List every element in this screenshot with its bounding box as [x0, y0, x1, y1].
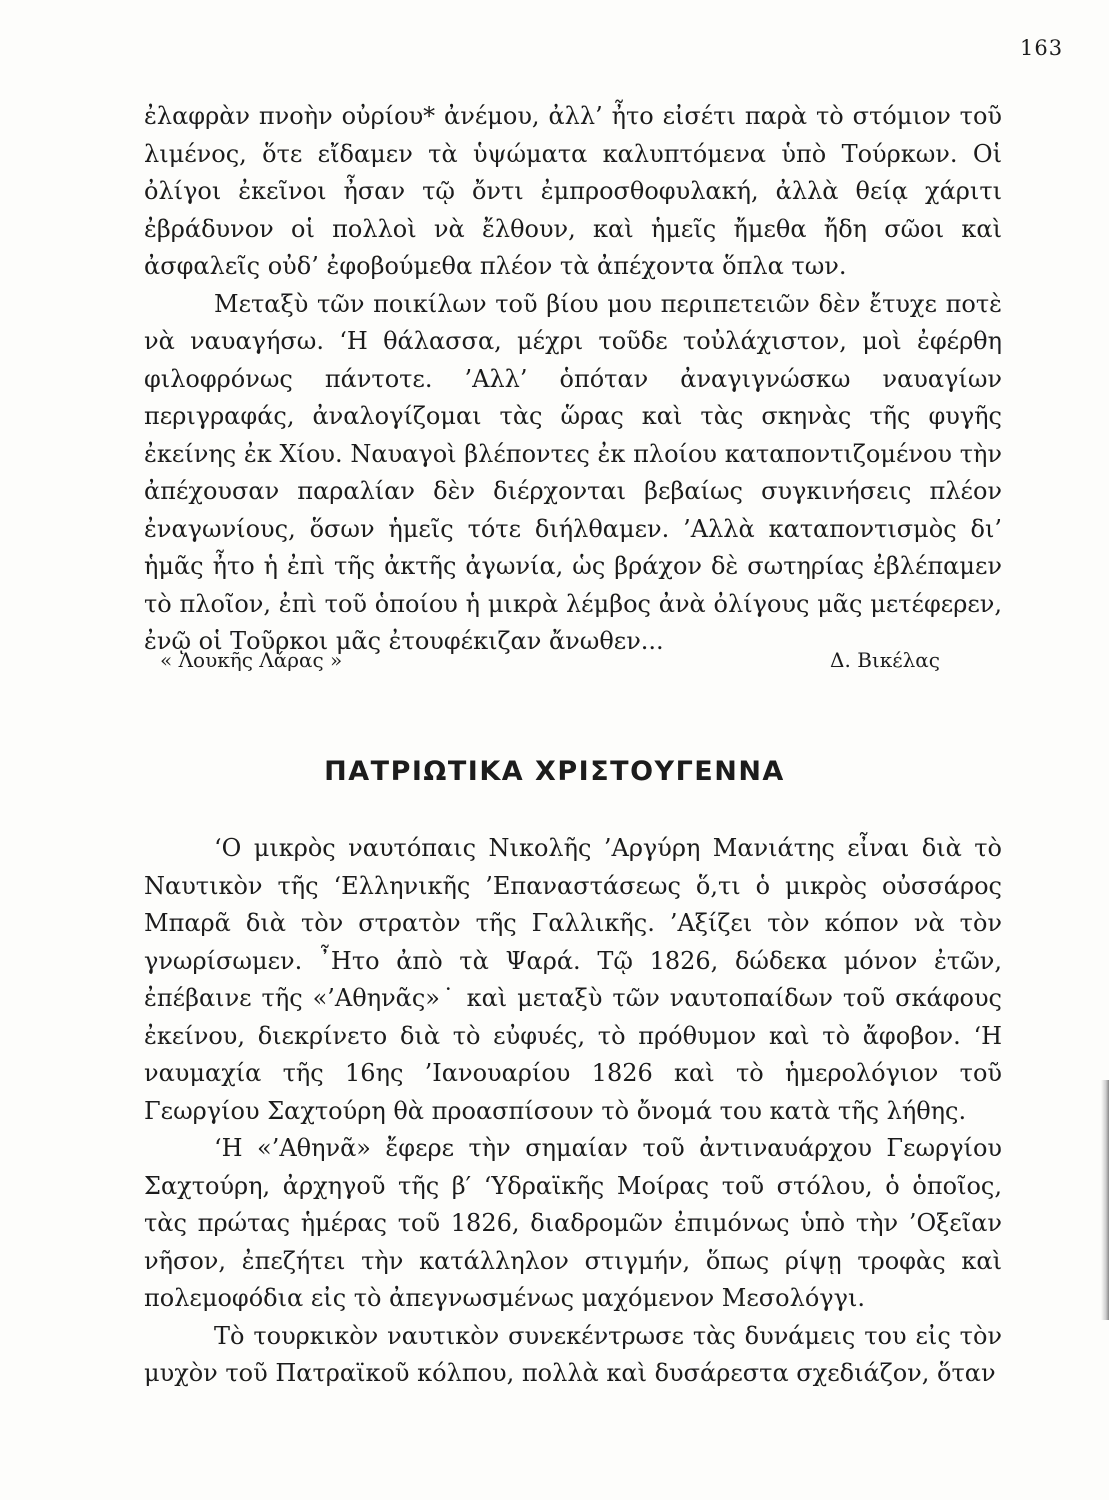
section-text	[144, 830, 1002, 1393]
page-edge-shadow	[1101, 1080, 1109, 1320]
section-title: ΠΑΤΡΙΩΤΙΚΑ ΧΡΙΣΤΟΥΓΕΝΝΑ	[324, 756, 785, 787]
excerpt-author: Δ. Βικέλας	[830, 648, 940, 672]
section-paragraph: ‘Η «’Αθηνᾶ» ἔφερε τὴν σημαίαν τοῦ ἀντιναυάρχου Γεωργίου Σαχτούρη, ἀρχηγοῦ τῆς β′ ‘Υδραϊκῆς Μοίρας τοῦ στόλου, ὁ ὁποῖος, τὰς πρώτας ἡμέρας τοῦ 1826, διαδρομῶν ἐπιμόνως ὑπὸ τὴν ’Οξεῖαν νῆσον, ἐπεζήτει τὴν κατάλληλον στιγμήν, ὅπως ρίψῃ τροφὰς καὶ πολεμοφόδια εἰς τὸ ἀπεγνωσμένως μαχόμενον Μεσολόγγι.	[144, 1134, 1002, 1312]
excerpt-text	[144, 98, 1002, 661]
section-paragraph: ‘Ο μικρὸς ναυτόπαις Νικολῆς ’Αργύρη Μανιάτης εἶναι διὰ τὸ Ναυτικὸν τῆς ‘Ελληνικῆς ’Επαναστάσεως ὅ,τι ὁ μικρὸς οὐσσάρος Μπαρᾶ διὰ τὸν στρατὸν τῆς Γαλλικῆς. ’Αξίζει τὸν κόπον νὰ τὸν γνωρίσωμεν. ῏Ητο ἀπὸ τὰ Ψαρά. Τῷ 1826, δώδεκα μόνον ἐτῶν, ἐπέβαινε τῆς «’Αθηνᾶς»˙ καὶ μεταξὺ τῶν ναυτοπαίδων τοῦ σκάφους ἐκείνου, διεκρίνετο διὰ τὸ εὐφυές, τὸ πρόθυμον καὶ τὸ ἄφοβον. ‘Η ναυμαχία τῆς 16ης ’Ιανουαρίου 1826 καὶ τὸ ἡμερολόγιον τοῦ Γεωργίου Σαχτούρη θὰ προασπίσουν τὸ ὄνομά του κατὰ τῆς λήθης.	[144, 834, 1002, 1125]
excerpt-attribution	[160, 648, 940, 672]
page-number: 163	[1020, 36, 1064, 60]
excerpt-paragraph: ἐλαφρὰν πνοὴν οὐρίου* ἀνέμου, ἀλλ’ ἦτο εἰσέτι παρὰ τὸ στόμιον τοῦ λιμένος, ὅτε εἴδαμεν τὰ ὑψώματα καλυπτόμενα ὑπὸ Τούρκων. Οἱ ὀλίγοι ἐκεῖνοι ἦσαν τῷ ὄντι ἐμπροσθοφυλακή, ἀλλὰ θείᾳ χάριτι ἐβράδυνον οἱ πολλοὶ νὰ ἔλθουν, καὶ ἡμεῖς ἤμεθα ἤδη σῶοι καὶ ἀσφαλεῖς οὐδ’ ἐφοβούμεθα πλέον τὰ ἀπέχοντα ὅπλα των.	[144, 102, 1002, 280]
section-paragraph: Τὸ τουρκικὸν ναυτικὸν συνεκέντρωσε τὰς δυνάμεις του εἰς τὸν μυχὸν τοῦ Πατραϊκοῦ κόλπου, πολλὰ καὶ δυσάρεστα σχεδιάζον, ὅταν	[144, 1321, 1002, 1387]
excerpt-paragraph: Μεταξὺ τῶν ποικίλων τοῦ βίου μου περιπετειῶν δὲν ἔτυχε ποτὲ νὰ ναυαγήσω. ‘Η θάλασσα, μέχρι τοῦδε τοὐλάχιστον, μοὶ ἐφέρθη φιλοφρόνως πάντοτε. ’Αλλ’ ὁπόταν ἀναγιγνώσκω ναυαγίων περιγραφάς, ἀναλογίζομαι τὰς ὥρας καὶ τὰς σκηνὰς τῆς φυγῆς ἐκείνης ἐκ Χίου. Ναυαγοὶ βλέποντες ἐκ πλοίου καταποντιζομένου τὴν ἀπέχουσαν παραλίαν δὲν διέρχονται βεβαίως συγκινήσεις πλέον ἐναγωνίους, ὅσων ἡμεῖς τότε διήλθαμεν. ’Αλλὰ καταποντισμὸς δι’ ἡμᾶς ἦτο ἡ ἐπὶ τῆς ἀκτῆς ἀγωνία, ὡς βράχον δὲ σωτηρίας ἐβλέπαμεν τὸ πλοῖον, ἐπὶ τοῦ ὁποίου ἡ μικρὰ λέμβος ἀνὰ ὀλίγους μᾶς μετέφερεν, ἐνῷ οἱ Τοῦρκοι μᾶς ἐτουφέκιζαν ἄνωθεν...	[144, 289, 1002, 655]
excerpt-source: « Λουκῆς Λάρας »	[160, 648, 343, 672]
